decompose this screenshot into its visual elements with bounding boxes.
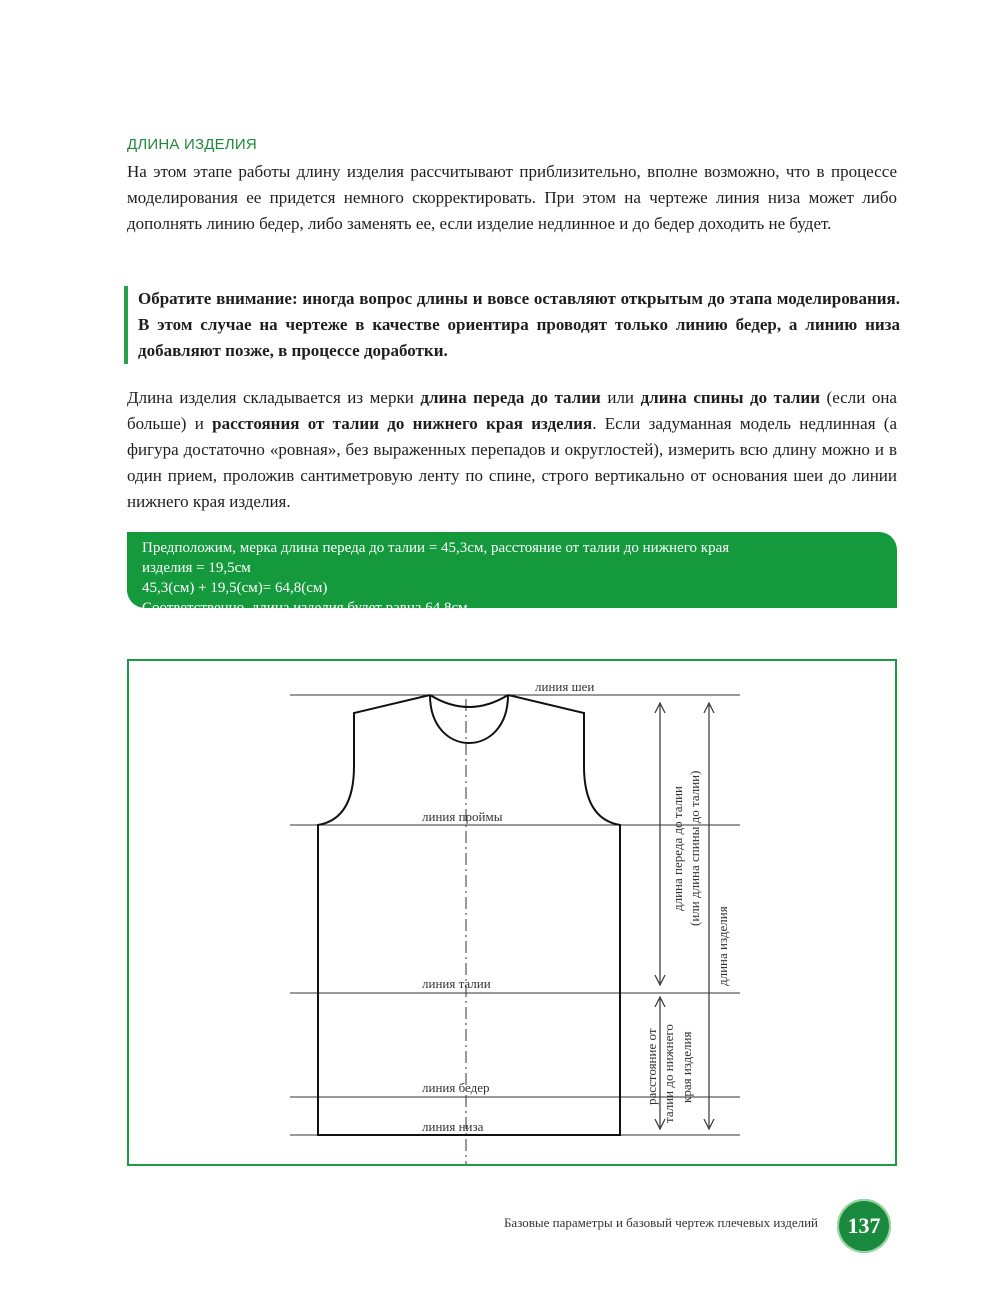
label-waist-to-hem-1: расстояние от — [644, 1028, 659, 1105]
example-box — [127, 532, 897, 616]
back-neck-curve — [430, 695, 508, 707]
label-waist-to-hem-3: края изделия — [679, 1031, 694, 1103]
term-front-length: длина переда до талии — [420, 388, 601, 407]
text-fragment: или — [600, 388, 641, 407]
length-paragraph — [127, 385, 897, 515]
pattern-diagram — [129, 661, 895, 1164]
term-back-length: длина спины до талии — [640, 388, 821, 407]
diagram-frame — [127, 659, 897, 1166]
intro-paragraph: На этом этапе работы длину изделия рассчитывают приблизительно, вполне возможно, что в процессе моделирования ее придется немного скорректировать. При этом на чертеже линия низа может либо дополнять линию бедер, либо заменять ее, если изделие недлинное и до бедер доходить не будет. — [127, 162, 897, 233]
label-hem-line: линия низа — [422, 1119, 484, 1134]
attention-note — [124, 286, 900, 364]
page-number: 137 — [837, 1199, 891, 1253]
label-waist-to-hem-2: талии до нижнего — [661, 1024, 676, 1123]
example-line-4: Соответственно, длина изделия будет равна 64,8см. — [142, 600, 472, 616]
text-fragment: (если она больше) и — [127, 388, 897, 433]
note-text: иногда вопрос длины и вовсе оставляют открытым до этапа моделирования. В этом случае на чертеже в качестве ориентира проводят только линию бедер, а линию низа добавляют позже, в процессе доработки. — [138, 289, 900, 360]
label-armhole-line: линия проймы — [422, 809, 503, 824]
footer-title: Базовые параметры и базовый чертеж плечевых изделий — [503, 1215, 818, 1230]
example-line-2: изделия = 19,5см — [142, 560, 251, 576]
section-title: ДЛИНА ИЗДЕЛИЯ — [127, 136, 257, 153]
text-fragment: Длина изделия складывается из мерки — [127, 388, 421, 407]
text-fragment: . Если задуманная модель недлинная (а фигура достаточно «ровная», без выраженных перепадов и округлостей), измерить всю длину можно и в один прием, проложив сантиметровую ленту по спине, строго вертикально от основания шеи до линии нижнего края изделия. — [127, 414, 898, 511]
label-total-length: длина изделия — [715, 906, 730, 986]
example-line-1: Предположим, мерка длина переда до талии = 45,3см, расстояние от талии до нижнего края — [142, 540, 730, 556]
label-waist-line: линия талии — [422, 976, 491, 991]
label-front-length-2: (или длина спины до талии) — [687, 770, 702, 926]
example-line-3: 45,3(см) + 19,5(см)= 64,8(см) — [142, 580, 328, 596]
term-waist-to-hem: расстояния от талии до нижнего края изделия — [212, 414, 593, 433]
label-hip-line: линия бедер — [422, 1080, 490, 1095]
garment-outline — [318, 695, 620, 1135]
note-lead: Обратите внимание: — [138, 289, 298, 308]
label-neck-line: линия шеи — [535, 679, 595, 694]
label-front-length-1: длина переда до талии — [670, 786, 685, 911]
